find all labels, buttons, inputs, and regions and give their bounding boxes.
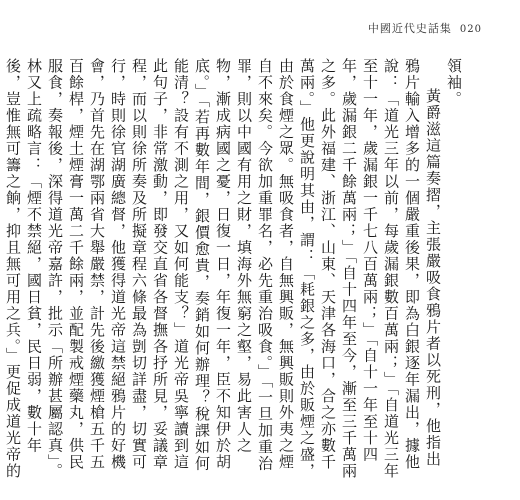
page-number: 020 (459, 24, 482, 35)
vertical-text-body (4, 58, 464, 482)
running-header (368, 20, 482, 36)
paragraph-main: 黃爵滋這篇奏摺，主張嚴吸食鴉片者以死刑，他指出鴉片輸入增多的一個嚴重後果，即為白銀逐年漏出，據他說：「道光三年以前，每歲漏銀數百萬兩；」「自道光三年至十一年，歲漏銀一千七八百萬兩；」「自十一年至十四年，歲漏銀二千餘萬兩；」「自十四年至今，漸至三千萬兩之多。此外福建、浙江、山東、天津各海口，合之亦數千萬兩。」他更說明其由，謂：「耗銀之多，由於販煙之盛，由於食煙之眾。無吸食者，自無興販，無興販則外夷之煙自不來矣。今欲加重罪名，必先重治吸食。」「一旦加重治罪，則以中國有用之財，填海外無窮之壑，易此害人之物，漸成病國之憂，日復一日，年復一年，臣不知伊於胡底。」「若再數年間，銀價愈貴，奏銷如何辦理？稅課如何能清？設有不測之用，又如何能支？」道光帝吳寧讀到這此句子，非常激動，即發交直省各督撫各抒所見，妥議章程，而以則徐所奏及所擬章程六條最為剴切詳盡，切實可行，時則徐官湖廣總督，他獲得道光帝這禁絕鴉片的好機會，乃首先在湖鄂兩省大舉嚴禁，計先後繳獲煙槍五千五百餘桿，煙土煙膏一萬二千餘兩，並配製戒煙藥丸，供民服食，奏報後，深得道光帝嘉許，批示「所辦甚屬認真」。林又上疏略言：「煙不禁絕，國日貧，民日弱，數十年後，豈惟無可籌之餉，抑且無可用之兵。」更促成道光帝的 (4, 58, 442, 480)
paragraph-closing-line: 領袖。 (445, 58, 463, 108)
book-title: 中國近代史話集 (367, 22, 452, 35)
